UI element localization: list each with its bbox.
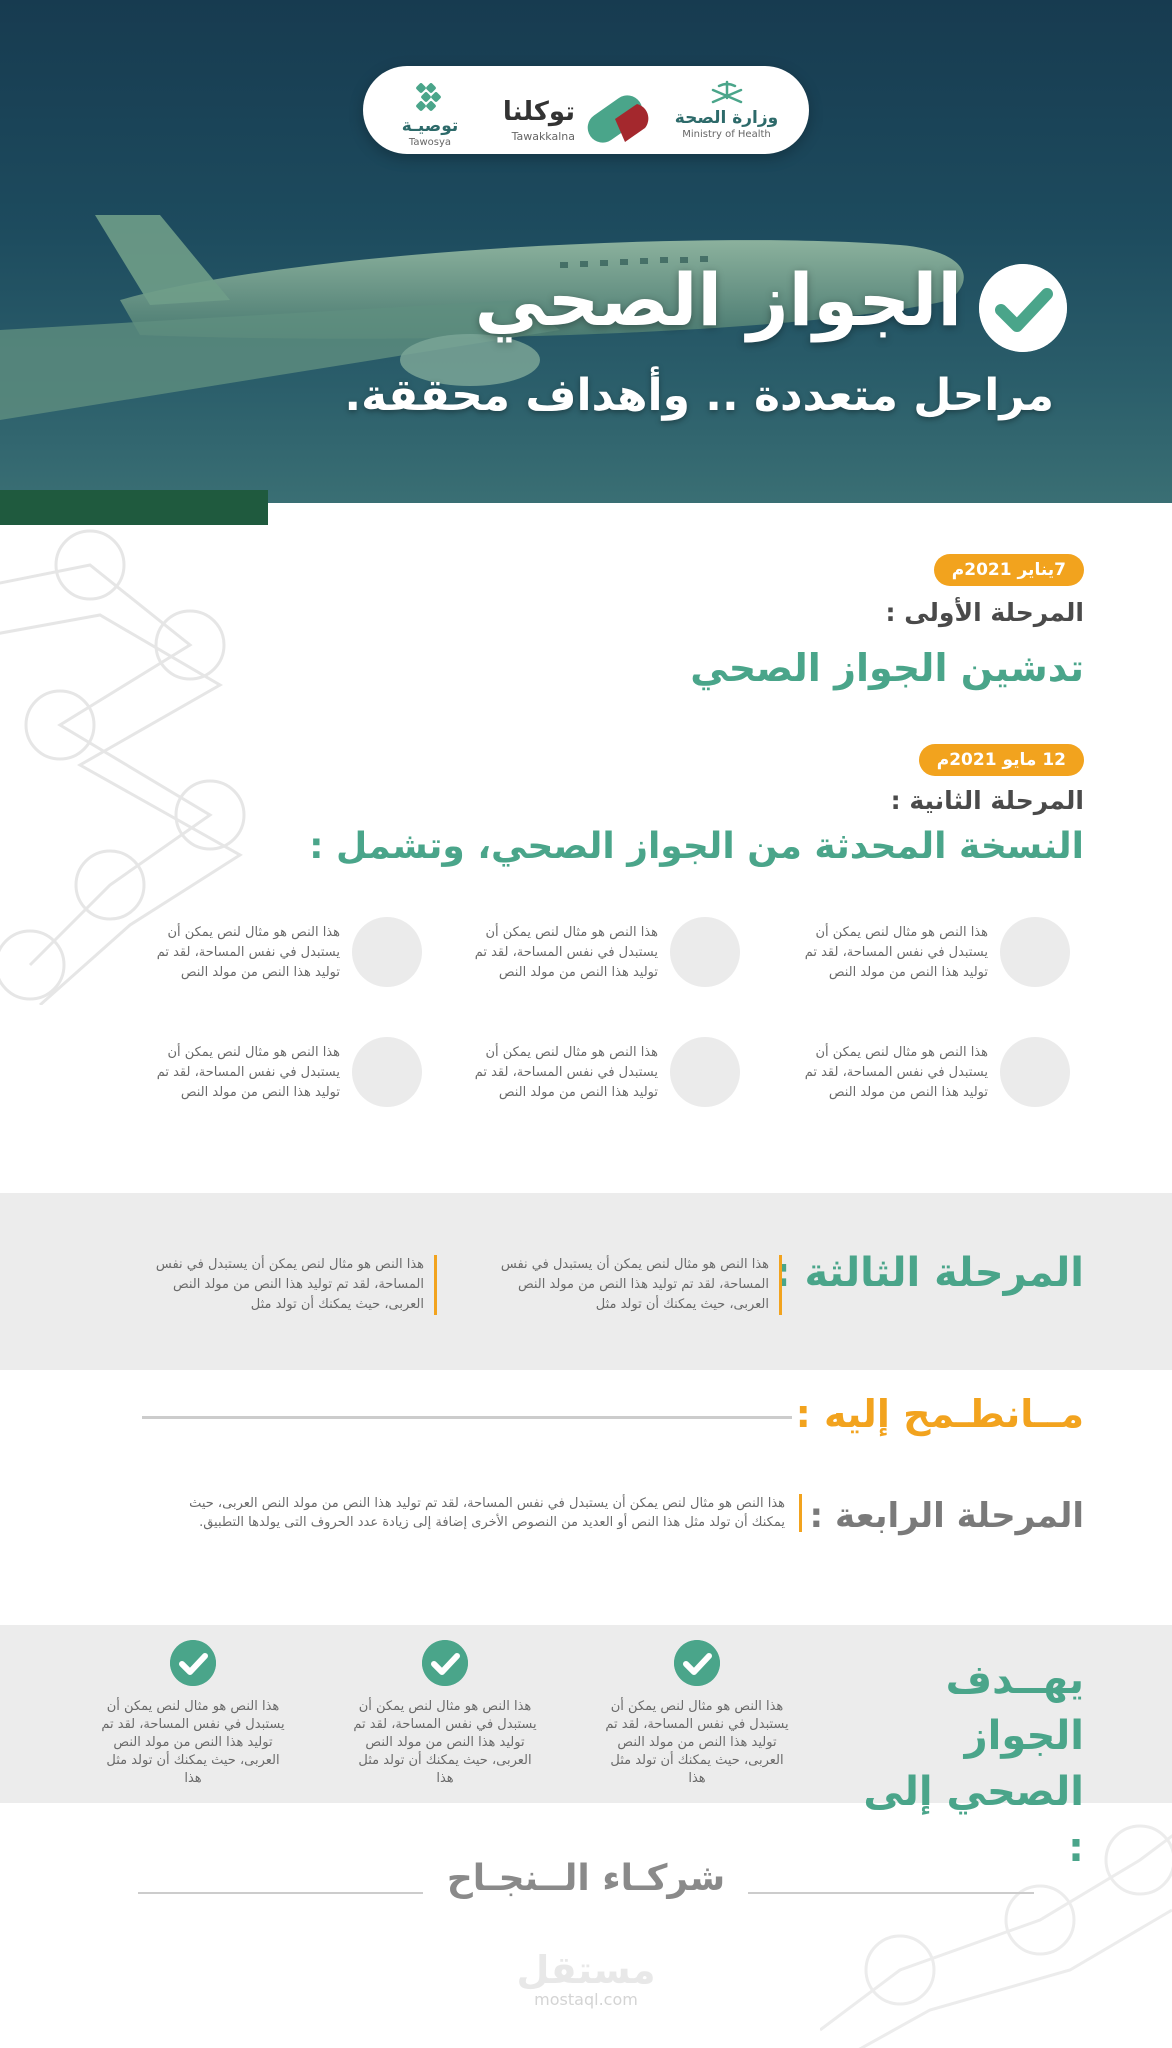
stage3-point: هذا النص هو مثال لنص يمكن أن يستبدل في نفس المساحة، لقد تم توليد هذا النص من مولد النص العربى، حيث يمكنك أن تولد مثل — [137, 1255, 437, 1315]
check-circle-icon — [979, 264, 1067, 352]
stage2-label: المرحلة الثانية : — [890, 786, 1084, 815]
stage4-title: المرحلة الرابعة : — [809, 1496, 1084, 1536]
partners-title: شركـاء الــنجـاح — [446, 1858, 726, 1899]
stage1-headline: تدشين الجواز الصحي — [690, 646, 1084, 690]
feature-icon-placeholder — [1000, 917, 1070, 987]
page-title: الجواز الصحي — [474, 258, 962, 342]
stage1-date-badge: 7يناير 2021م — [934, 554, 1084, 586]
tawosya-icon — [413, 80, 447, 114]
feature-icon-placeholder — [352, 1037, 422, 1107]
check-circle-icon — [674, 1640, 720, 1686]
moh-logo: وزارة الصحة Ministry of Health — [674, 74, 779, 142]
stage3-title: المرحلة الثالثة : — [774, 1250, 1084, 1296]
feature-item: هذا النص هو مثال لنص يمكن أن يستبدل في نفس المساحة، لقد تم توليد هذا النص من مولد النص — [440, 1037, 740, 1107]
aspirations-title: مــانطـمح إليه : — [795, 1392, 1084, 1436]
stage4-text: هذا النص هو مثال لنص يمكن أن يستبدل في نفس المساحة، لقد تم توليد هذا النص من مولد النص العربى، حيث يمكنك أن تولد مثل هذا النص أو العديد من النصوص الأخرى إضافة إلى زيادة عدد الحروف التى يولدها التطبيق. — [162, 1494, 802, 1532]
feature-item: هذا النص هو مثال لنص يمكن أن يستبدل في نفس المساحة، لقد تم توليد هذا النص من مولد النص — [122, 1037, 422, 1107]
feature-item: هذا النص هو مثال لنص يمكن أن يستبدل في نفس المساحة، لقد تم توليد هذا النص من مولد النص — [122, 917, 422, 987]
goal-item: هذا النص هو مثال لنص يمكن أن يستبدل في نفس المساحة، لقد تم توليد هذا النص من مولد النص العربى، حيث يمكنك أن تولد مثل هذا — [602, 1640, 792, 1788]
heart-pill-icon — [579, 90, 651, 150]
feature-item: هذا النص هو مثال لنص يمكن أن يستبدل في نفس المساحة، لقد تم توليد هذا النص من مولد النص — [770, 917, 1070, 987]
feature-icon-placeholder — [352, 917, 422, 987]
hero-banner — [0, 0, 1172, 503]
goal-item: هذا النص هو مثال لنص يمكن أن يستبدل في نفس المساحة، لقد تم توليد هذا النص من مولد النص العربى، حيث يمكنك أن تولد مثل هذا — [98, 1640, 288, 1788]
feature-icon-placeholder — [1000, 1037, 1070, 1107]
feature-item: هذا النص هو مثال لنص يمكن أن يستبدل في نفس المساحة، لقد تم توليد هذا النص من مولد النص — [440, 917, 740, 987]
accent-strip — [0, 490, 268, 525]
feature-item: هذا النص هو مثال لنص يمكن أن يستبدل في نفس المساحة، لقد تم توليد هذا النص من مولد النص — [770, 1037, 1070, 1107]
palm-swords-icon — [707, 80, 747, 106]
goals-title: يهــدف الجواز الصحي إلى : — [863, 1657, 1084, 1871]
tawosya-logo: توصيـة Tawosya — [385, 74, 475, 150]
stage2-headline: النسخة المحدثة من الجواز الصحي، وتشمل : — [309, 826, 1084, 867]
stage1-label: المرحلة الأولى : — [885, 598, 1084, 627]
watermark: مستقل mostaql.com — [516, 1948, 656, 2009]
partner-logos: وزارة الصحة Ministry of Health توكلنا Tawakkalna توصيـة Tawosya — [363, 66, 809, 154]
stage3-point: هذا النص هو مثال لنص يمكن أن يستبدل في نفس المساحة، لقد تم توليد هذا النص من مولد النص العربى، حيث يمكنك أن تولد مثل — [482, 1255, 782, 1315]
feature-icon-placeholder — [670, 917, 740, 987]
page-subtitle: مراحل متعددة .. وأهداف محققة. — [344, 370, 1054, 421]
divider-line — [142, 1416, 792, 1419]
goal-item: هذا النص هو مثال لنص يمكن أن يستبدل في نفس المساحة، لقد تم توليد هذا النص من مولد النص العربى، حيث يمكنك أن تولد مثل هذا — [350, 1640, 540, 1788]
check-circle-icon — [170, 1640, 216, 1686]
check-circle-icon — [422, 1640, 468, 1686]
feature-icon-placeholder — [670, 1037, 740, 1107]
stage2-date-badge: 12 مايو 2021م — [919, 744, 1084, 776]
